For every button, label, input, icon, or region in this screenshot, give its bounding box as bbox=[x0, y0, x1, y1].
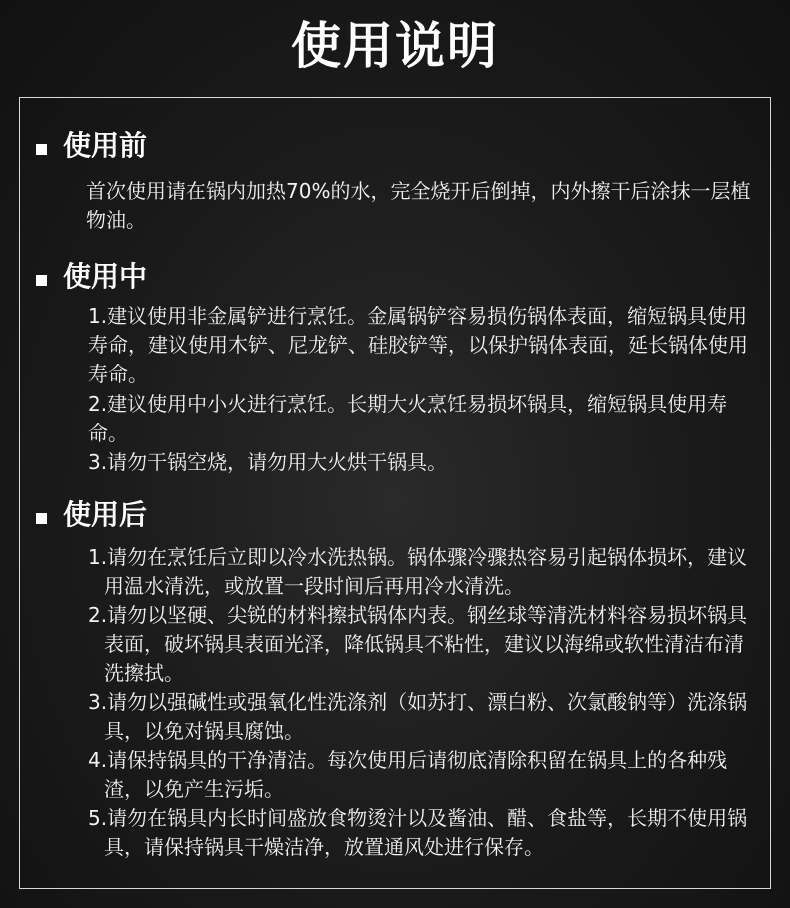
square-bullet-icon bbox=[36, 513, 47, 524]
during-use-item-1: 1.建议使用非金属铲进行烹饪。金属锅铲容易损伤锅体表面，缩短锅具使用寿命，建议使用木铲、尼龙铲、硅胶铲等，以保护锅体表面，延长锅体使用寿命。 bbox=[88, 304, 748, 386]
section-before-use-header bbox=[36, 126, 147, 166]
section-after-use-header bbox=[36, 495, 147, 535]
before-use-text: 首次使用请在锅内加热70%的水，完全烧开后倒掉，内外擦干后涂抹一层植物油。 bbox=[86, 179, 751, 232]
after-use-item-2: 2.请勿以坚硬、尖锐的材料擦拭锅体内表。钢丝球等清洗材料容易损坏锅具表面，破坏锅具表面光泽，降低锅具不粘性，建议以海绵或软性清洁布清洗擦拭。 bbox=[88, 603, 748, 685]
after-use-item-3: 3.请勿以强碱性或强氧化性洗涤剂（如苏打、漂白粉、次氯酸钠等）洗涤锅具，以免对锅具腐蚀。 bbox=[88, 690, 748, 743]
after-use-item-5: 5.请勿在锅具内长时间盛放食物烫汁以及酱油、醋、食盐等，长期不使用锅具，请保持锅具干燥洁净，放置通风处进行保存。 bbox=[88, 806, 748, 859]
during-use-item-3: 3.请勿干锅空烧，请勿用大火烘干锅具。 bbox=[88, 450, 448, 474]
section-during-use-title: 使用中 bbox=[63, 260, 148, 293]
after-use-item-4: 4.请保持锅具的干净清洁。每次使用后请彻底清除积留在锅具上的各种残渣，以免产生污垢。 bbox=[88, 748, 728, 801]
square-bullet-icon bbox=[36, 275, 47, 286]
instructions-frame bbox=[19, 97, 771, 889]
section-before-use-title: 使用前 bbox=[63, 129, 148, 162]
page-title: 使用说明 bbox=[291, 17, 499, 75]
after-use-item-1: 1.请勿在烹饪后立即以冷水洗热锅。锅体骤冷骤热容易引起锅体损坏，建议用温水清洗，或放置一段时间后再用冷水清洗。 bbox=[88, 545, 748, 598]
section-during-use-header bbox=[36, 257, 147, 297]
section-after-use-title: 使用后 bbox=[63, 498, 148, 531]
square-bullet-icon bbox=[36, 144, 47, 155]
during-use-item-2: 2.建议使用中小火进行烹饪。长期大火烹饪易损坏锅具，缩短锅具使用寿命。 bbox=[88, 392, 728, 445]
